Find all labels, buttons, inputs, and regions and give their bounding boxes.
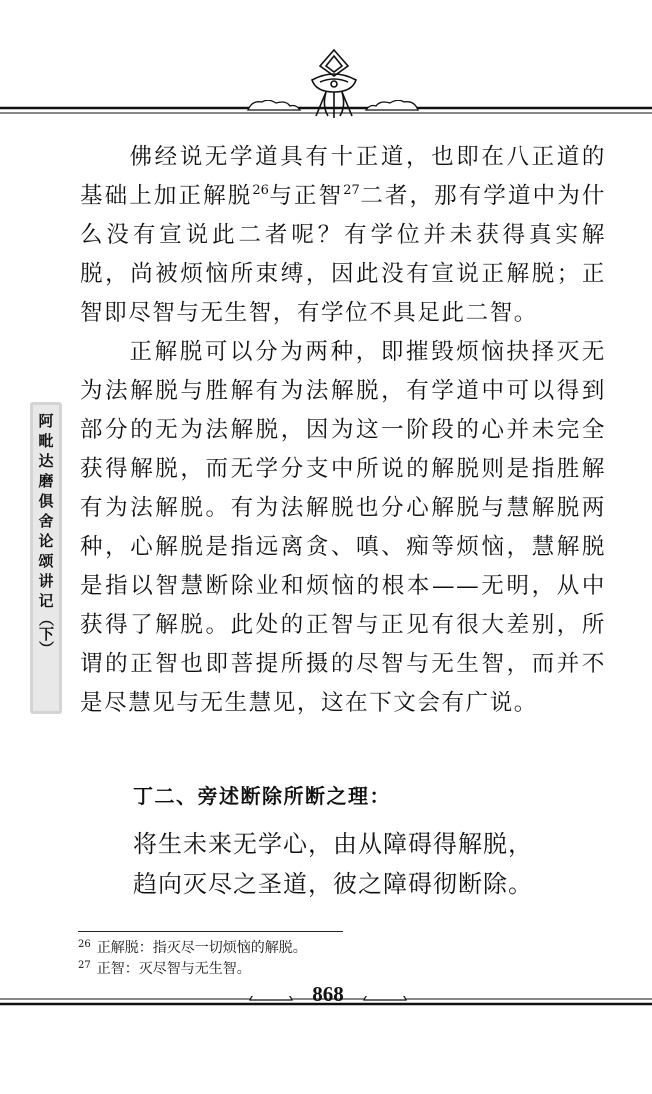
title-char: 磨	[38, 472, 54, 490]
book-title-vertical	[33, 405, 59, 711]
title-char: 舍	[38, 512, 54, 530]
main-text	[80, 138, 606, 723]
footnote-ref[interactable]: 27	[343, 183, 360, 198]
verse-line: 将生未来无学心，由从障碍得解脱，	[133, 830, 533, 858]
title-char: 讲	[38, 572, 54, 590]
title-char: 颂	[38, 552, 54, 570]
title-char: 俱	[38, 492, 54, 510]
title-char: 论	[38, 532, 54, 550]
footnote-item: $^{27}$ 正智：灭尽智与无生智。	[78, 960, 251, 977]
footnote-item: $^{26}$ 正解脱：指灭尽一切烦恼的解脱。	[78, 939, 307, 956]
volume-label: （下）	[37, 611, 55, 656]
header-divider	[0, 100, 652, 118]
footnotes	[78, 938, 307, 980]
title-char: 达	[38, 452, 54, 470]
title-char: 毗	[38, 432, 54, 450]
title-char: 记	[38, 592, 54, 610]
footnote-divider	[78, 931, 343, 932]
book-title-tab	[30, 402, 62, 714]
verse-line: 趋向灭尽之圣道，彼之障碍彻断除。	[133, 870, 533, 898]
page-number: 868	[312, 982, 344, 1006]
paragraph-2: 正解脱可以分为两种，即摧毁烦恼抉择灭无为法解脱与胜解有为法解脱，有学道中可以得到部分的无为法解脱，因为这一阶段的心并未完全获得解脱，而无学分支中所说的解脱则是指胜解有为法解脱。有为法解脱也分心解脱与慧解脱两种，心解脱是指远离贪、嗔、痴等烦恼，慧解脱是指以智慧断除业和烦恼的根本——无明，从中获得了解脱。此处的正智与正见有很大差别，所谓的正智也即菩提所摄的尽智与无生智，而并不是尽慧见与无生慧见，这在下文会有广说。	[80, 339, 606, 716]
paragraph-1: 佛经说无学道具有十正道，也即在八正道的基础上加正解脱$^{26}$与正智$^{27}$二者，那有学道中为什么没有宣说此二者呢？有学位并未获得真实解脱，尚被烦恼所束缚，因此没有宣说正解脱；正智即尽智与无生智，有学位不具足此二智。	[80, 144, 606, 326]
footnote-ref[interactable]: 26	[252, 183, 269, 198]
title-char: 阿	[38, 412, 54, 430]
verse-block	[133, 824, 533, 904]
section-heading: 丁二、旁述断除所断之理：	[133, 784, 391, 808]
